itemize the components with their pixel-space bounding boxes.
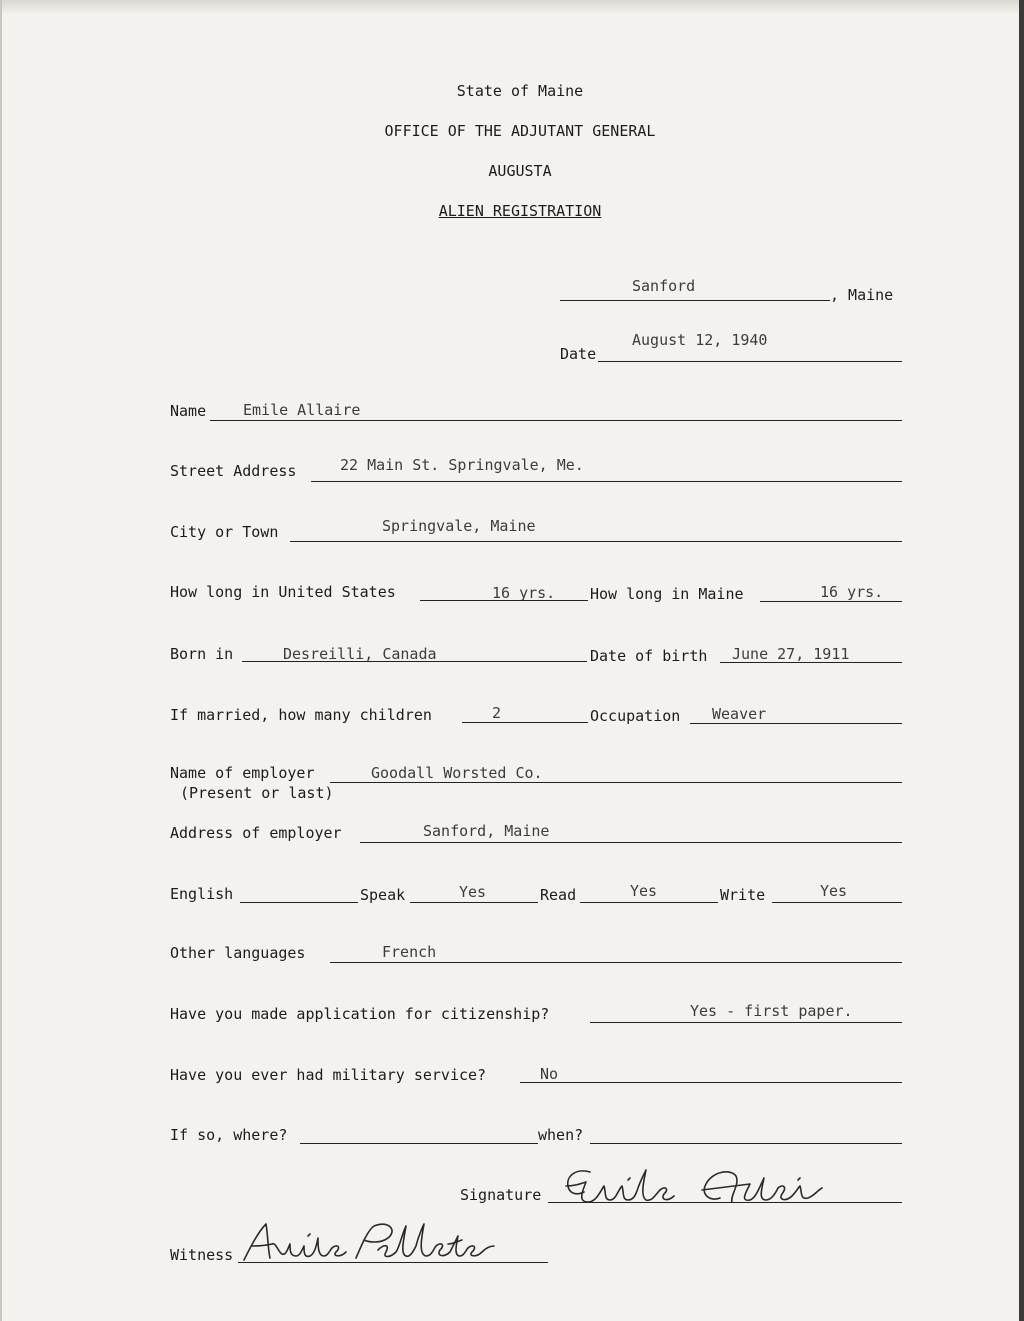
header-office: OFFICE OF THE ADJUTANT GENERAL (384, 122, 656, 140)
date-label: Date (560, 345, 597, 363)
military-line (520, 1082, 902, 1083)
date-line (598, 361, 902, 362)
children-value: 2 (492, 704, 502, 722)
children-line (462, 722, 588, 723)
other-languages-value: French (382, 943, 437, 961)
header-state: State of Maine (456, 82, 584, 100)
name-line (210, 420, 902, 421)
where-label: If so, where? (170, 1126, 288, 1144)
name-value: Emile Allaire (243, 401, 361, 419)
military-value: No (540, 1065, 559, 1083)
location-suffix: , Maine (830, 286, 894, 304)
birthplace-value: Desreilli, Canada (283, 645, 437, 663)
street-value: 22 Main St. Springvale, Me. (340, 456, 584, 474)
speak-line (410, 902, 538, 903)
birthdate-value: June 27, 1911 (732, 645, 850, 663)
citizenship-value: Yes - first paper. (690, 1002, 853, 1020)
citizenship-label: Have you made application for citizenship? (170, 1005, 550, 1023)
citizenship-line (590, 1022, 902, 1023)
english-line (240, 902, 358, 903)
location-line (560, 300, 830, 301)
birthdate-line (720, 662, 902, 663)
military-label: Have you ever had military service? (170, 1066, 487, 1084)
occupation-label: Occupation (590, 707, 681, 725)
signature-label: Signature (460, 1186, 542, 1204)
maine-duration-line (760, 601, 902, 602)
read-label: Read (540, 886, 577, 904)
other-languages-line (330, 962, 902, 963)
when-label: when? (538, 1126, 584, 1144)
location-value: Sanford (632, 277, 696, 295)
when-line (590, 1143, 902, 1144)
speak-label: Speak (360, 886, 406, 904)
employer-address-line (360, 842, 902, 843)
other-languages-label: Other languages (170, 944, 306, 962)
street-label: Street Address (170, 462, 297, 480)
street-line (311, 481, 902, 482)
write-value: Yes (820, 882, 848, 900)
city-line (290, 541, 902, 542)
date-value: August 12, 1940 (632, 331, 768, 349)
occupation-line (690, 723, 902, 724)
speak-value: Yes (459, 883, 487, 901)
us-duration-label: How long in United States (170, 583, 396, 601)
birthdate-label: Date of birth (590, 647, 708, 665)
us-duration-value: 16 yrs. (492, 584, 556, 602)
name-label: Name (170, 402, 207, 420)
write-label: Write (720, 886, 766, 904)
employer-label: Name of employer (170, 764, 315, 782)
write-line (772, 902, 902, 903)
maine-duration-label: How long in Maine (590, 585, 744, 603)
where-line (300, 1143, 538, 1144)
occupation-value: Weaver (712, 705, 767, 723)
witness-label: Witness (170, 1246, 234, 1264)
english-label: English (170, 885, 234, 903)
employer-line (330, 782, 902, 783)
us-duration-line (420, 600, 588, 601)
scan-edge-right (1019, 0, 1024, 1321)
form-title: ALIEN REGISTRATION (438, 202, 602, 220)
employer-address-value: Sanford, Maine (423, 822, 550, 840)
scan-edge-left (0, 0, 2, 1321)
employer-value: Goodall Worsted Co. (371, 764, 543, 782)
read-value: Yes (630, 882, 658, 900)
signature-handwriting (560, 1162, 830, 1212)
employer-sublabel: (Present or last) (180, 784, 334, 802)
header-city: AUGUSTA (488, 162, 552, 180)
maine-duration-value: 16 yrs. (820, 583, 884, 601)
birthplace-label: Born in (170, 645, 234, 663)
read-line (580, 902, 718, 903)
city-value: Springvale, Maine (382, 517, 536, 535)
children-label: If married, how many children (170, 706, 432, 724)
witness-handwriting (238, 1218, 508, 1268)
birthplace-line (242, 661, 587, 662)
employer-address-label: Address of employer (170, 824, 342, 842)
scan-edge-top (0, 0, 1024, 14)
city-label: City or Town (170, 523, 279, 541)
